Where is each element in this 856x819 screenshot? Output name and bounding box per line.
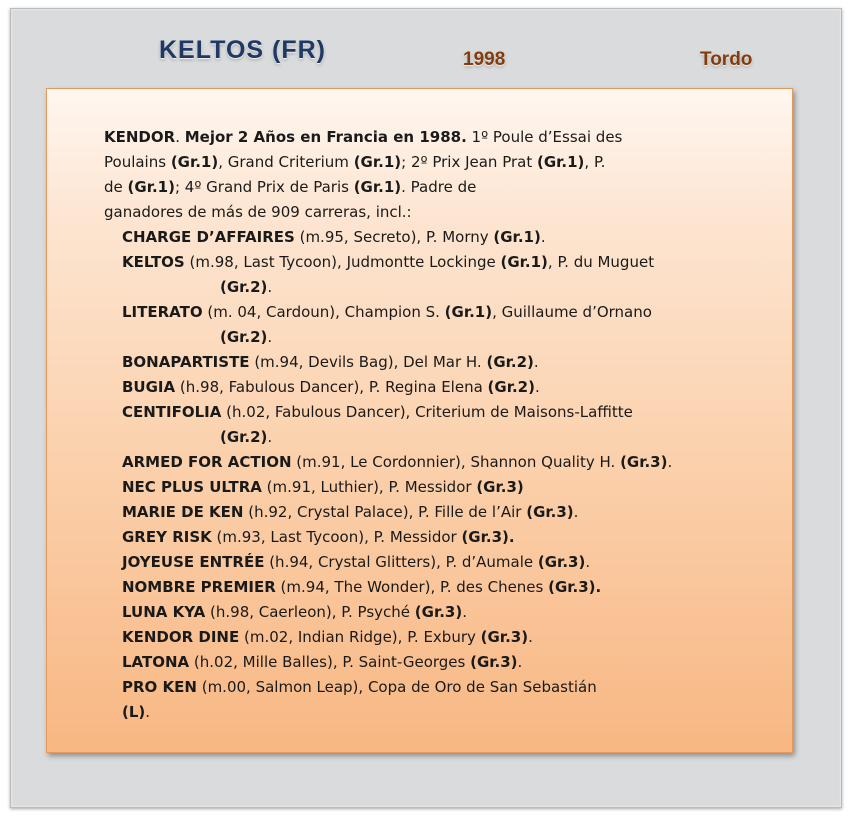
progeny-name: BUGIA: [122, 378, 176, 396]
progeny-name: KENDOR DINE: [122, 628, 240, 646]
progeny-entry: [122, 575, 736, 600]
progeny-name: CENTIFOLIA: [122, 403, 222, 421]
sire-line-1: KENDOR. Mejor 2 Años en Francia en 1988. 1º Poule d’Essai des: [104, 128, 623, 146]
progeny-name: NEC PLUS ULTRA: [122, 478, 262, 496]
progeny-tail: .: [145, 703, 151, 721]
progeny-entry: [122, 550, 736, 575]
progeny-entry: [122, 650, 736, 675]
progeny-entry: [122, 250, 736, 300]
progeny-list: [104, 225, 744, 725]
progeny-details: (h.02, Fabulous Dancer), Criterium de Maisons-Laffitte: [221, 403, 633, 421]
progeny-continuation: [122, 700, 736, 725]
progeny-details: (m.91, Le Cordonnier), Shannon Quality H.: [291, 453, 621, 471]
progeny-name: ARMED FOR ACTION: [122, 453, 292, 471]
race-grade: (L): [122, 703, 146, 721]
progeny-details: (m.00, Salmon Leap), Copa de Oro de San Sebastián: [196, 678, 597, 696]
race-grade: (Gr.3): [620, 453, 668, 471]
progeny-tail: .: [534, 378, 540, 396]
progeny-entry: [122, 675, 736, 725]
progeny-details: (m.98, Last Tycoon), Judmontte Lockinge: [184, 253, 501, 271]
race-grade: (Gr.3).: [461, 528, 515, 546]
sire-highlight: Mejor 2 Años en Francia en 1988.: [184, 128, 467, 146]
progeny-name: KELTOS: [122, 253, 185, 271]
progeny-entry: [122, 450, 736, 475]
progeny-tail: .: [667, 453, 673, 471]
progeny-details: (h.98, Caerleon), P. Psyché: [205, 603, 415, 621]
progeny-name: BONAPARTISTE: [122, 353, 250, 371]
progeny-entry: [122, 300, 736, 350]
progeny-name: LUNA KYA: [122, 603, 206, 621]
race-grade: (Gr.2): [487, 378, 535, 396]
race-grade: (Gr.2): [220, 428, 268, 446]
progeny-entry: [122, 375, 736, 400]
progeny-tail: .: [573, 503, 579, 521]
horse-title: KELTOS (FR): [159, 36, 327, 64]
progeny-details: (m.93, Last Tycoon), P. Messidor: [211, 528, 462, 546]
progeny-details: (m.94, Devils Bag), Del Mar H.: [249, 353, 487, 371]
progeny-details: (h.94, Crystal Glitters), P. d’Aumale: [264, 553, 538, 571]
progeny-name: NOMBRE PREMIER: [122, 578, 276, 596]
progeny-name: JOYEUSE ENTRÉE: [122, 553, 265, 571]
sire-name: KENDOR: [104, 128, 176, 146]
progeny-name: PRO KEN: [122, 678, 197, 696]
progeny-tail: .: [267, 278, 273, 296]
progeny-entry: [122, 500, 736, 525]
progeny-details: (h.02, Mille Balles), P. Saint-Georges: [189, 653, 471, 671]
progeny-tail: .: [528, 628, 533, 646]
progeny-name: LITERATO: [122, 303, 203, 321]
race-grade: (Gr.3).: [548, 578, 602, 596]
progeny-name: MARIE DE KEN: [122, 503, 244, 521]
pedigree-text: [104, 125, 744, 725]
progeny-details: (m.02, Indian Ridge), P. Exbury: [239, 628, 481, 646]
progeny-tail: .: [540, 228, 546, 246]
progeny-details: (m.95, Secreto), P. Morny: [294, 228, 494, 246]
race-grade: (Gr.3): [480, 628, 529, 646]
progeny-entry: [122, 525, 736, 550]
progeny-tail: .: [267, 428, 273, 446]
race-grade: (Gr.3): [470, 653, 518, 671]
race-grade: (Gr.3): [476, 478, 524, 496]
progeny-entry: [122, 600, 736, 625]
progeny-entry: [122, 225, 736, 250]
progeny-details: (h.92, Crystal Palace), P. Fille de l’Air: [243, 503, 527, 521]
progeny-tail: .: [585, 553, 591, 571]
progeny-entry: [122, 350, 736, 375]
birth-year: 1998: [463, 49, 506, 70]
progeny-tail: .: [533, 353, 539, 371]
sire-line-3: de (Gr.1); 4º Grand Prix de Paris (Gr.1). Padre de: [104, 178, 477, 196]
progeny-name: LATONA: [122, 653, 190, 671]
race-grade: (Gr.2): [220, 278, 268, 296]
progeny-name: CHARGE D’AFFAIRES: [122, 228, 295, 246]
race-grade: (Gr.2): [220, 328, 268, 346]
progeny-tail: .: [462, 603, 467, 621]
race-grade: (Gr.3): [537, 553, 586, 571]
progeny-entry: [122, 625, 736, 650]
race-grade: (Gr.3): [526, 503, 574, 521]
progeny-continuation: [122, 275, 736, 300]
race-grade: (Gr.1): [444, 303, 493, 321]
progeny-details: (h.98, Fabulous Dancer), P. Regina Elena: [175, 378, 488, 396]
coat-color: Tordo: [700, 49, 753, 70]
progeny-name: GREY RISK: [122, 528, 212, 546]
progeny-tail: , Guillaume d’Ornano: [492, 303, 652, 321]
progeny-tail: .: [267, 328, 273, 346]
race-grade: (Gr.1): [500, 253, 548, 271]
progeny-tail: , P. du Muguet: [547, 253, 655, 271]
progeny-details: (m.91, Luthier), P. Messidor: [261, 478, 477, 496]
progeny-continuation: [122, 325, 736, 350]
progeny-details: (m. 04, Cardoun), Champion S.: [202, 303, 445, 321]
progeny-details: (m.94, The Wonder), P. des Chenes: [275, 578, 549, 596]
race-grade: (Gr.3): [414, 603, 463, 621]
pedigree-card: [46, 88, 793, 753]
sire-paragraph: [104, 125, 744, 225]
progeny-entry: [122, 400, 736, 450]
race-grade: (Gr.2): [486, 353, 534, 371]
sire-line-2: Poulains (Gr.1), Grand Criterium (Gr.1); 2º Prix Jean Prat (Gr.1), P.: [104, 153, 606, 171]
progeny-tail: .: [517, 653, 523, 671]
progeny-entry: [122, 475, 736, 500]
sire-line-4: ganadores de más de 909 carreras, incl.:: [104, 203, 412, 221]
race-grade: (Gr.1): [493, 228, 541, 246]
progeny-continuation: [122, 425, 736, 450]
